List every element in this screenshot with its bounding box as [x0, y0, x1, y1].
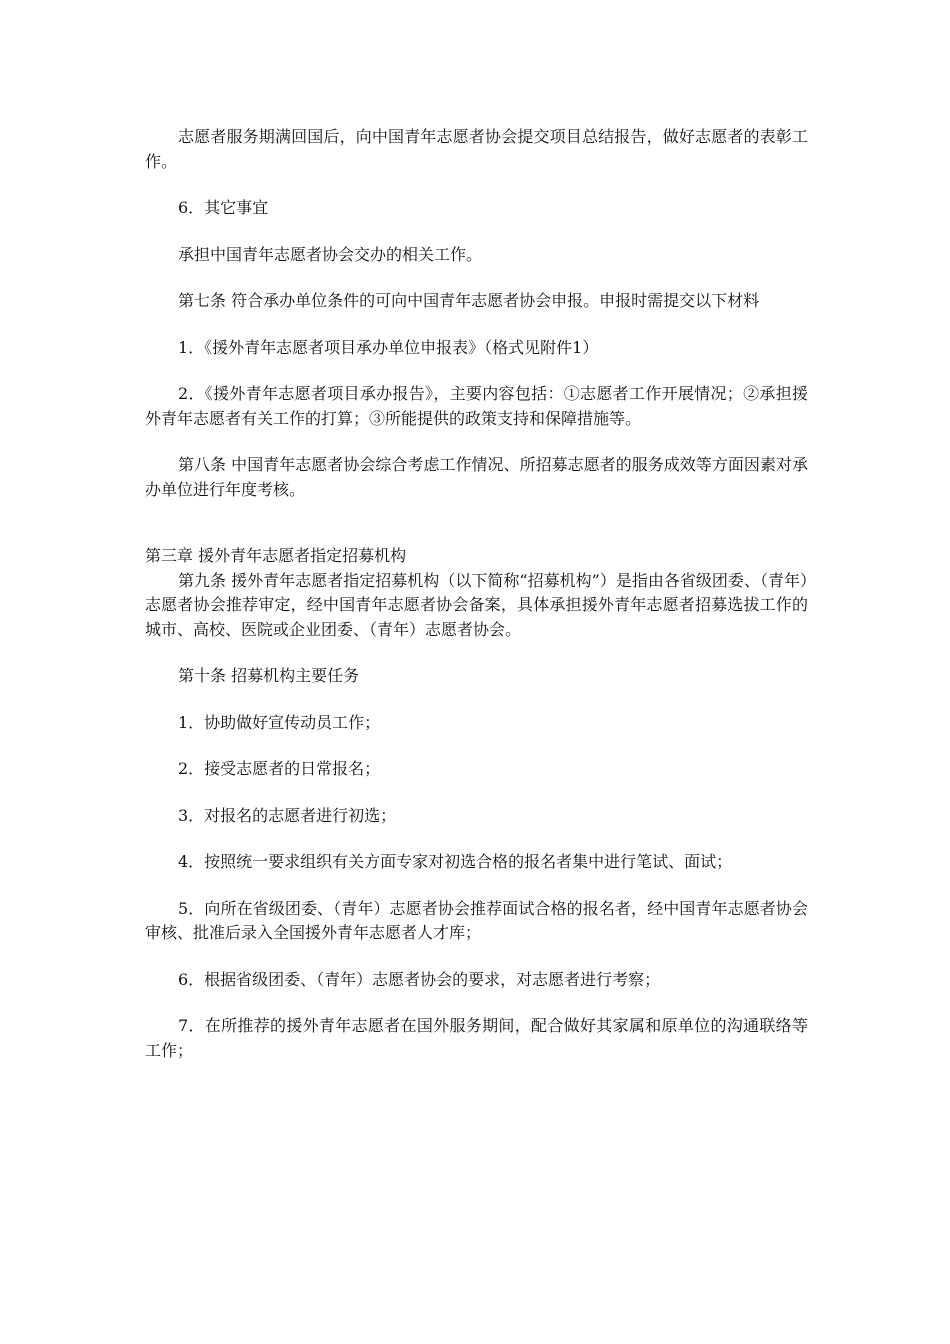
paragraph-report: 志愿者服务期满回国后，向中国青年志愿者协会提交项目总结报告，做好志愿者的表彰工作。: [145, 127, 808, 171]
chapter-title: 第三章 援外青年志愿者指定招募机构: [145, 546, 407, 565]
paragraph-other-matters: 6．其它事宜: [178, 198, 269, 217]
paragraph-materials-2: 2．《援外青年志愿者项目承办报告》，主要内容包括：①志愿者工作开展情况；②承担援外青年志愿者有关工作的打算；③所能提供的政策支持和保障措施等。: [145, 384, 808, 428]
list-item-task-3: 3．对报名的志愿者进行初选；: [178, 805, 397, 825]
document-page: [145, 125, 808, 1085]
list-item-task-5: 5．向所在省级团委、（青年）志愿者协会推荐面试合格的报名者，经中国青年志愿者协会审核、批准后录入全国援外青年志愿者人才库；: [145, 898, 808, 942]
list-item-task-6: 6．根据省级团委、（青年）志愿者协会的要求，对志愿者进行考察；: [178, 969, 661, 989]
list-item-task-7: 7．在所推荐的援外青年志愿者在国外服务期间，配合做好其家属和原单位的沟通联络等工作；: [145, 1016, 808, 1060]
paragraph-article-10: 第十条 招募机构主要任务: [178, 666, 360, 685]
list-item-task-4: 4．按照统一要求组织有关方面专家对初选合格的报名者集中进行笔试、面试；: [178, 852, 733, 871]
list-item-task-2: 2．接受志愿者的日常报名；: [178, 759, 381, 778]
paragraph-article-9: 第九条 援外青年志愿者指定招募机构（以下简称“招募机构”）是指由各省级团委、（青年）志愿者协会推荐审定，经中国青年志愿者协会备案，具体承担援外青年志愿者招募选拔工作的城市、高校、医院或企业团委、（青年）志愿者协会。: [145, 570, 808, 639]
list-item-task-1: 1．协助做好宣传动员工作；: [178, 712, 381, 732]
paragraph-article-8: 第八条 中国青年志愿者协会综合考虑工作情况、所招募志愿者的服务成效等方面因素对承办单位进行年度考核。: [145, 455, 808, 499]
paragraph-article-7: 第七条 符合承办单位条件的可向中国青年志愿者协会申报。申报时需提交以下材料: [178, 291, 760, 310]
paragraph-materials-1: 1．《援外青年志愿者项目承办单位申报表》（格式见附件1）: [178, 337, 599, 357]
paragraph-assigned-work: 承担中国青年志愿者协会交办的相关工作。: [178, 244, 483, 264]
